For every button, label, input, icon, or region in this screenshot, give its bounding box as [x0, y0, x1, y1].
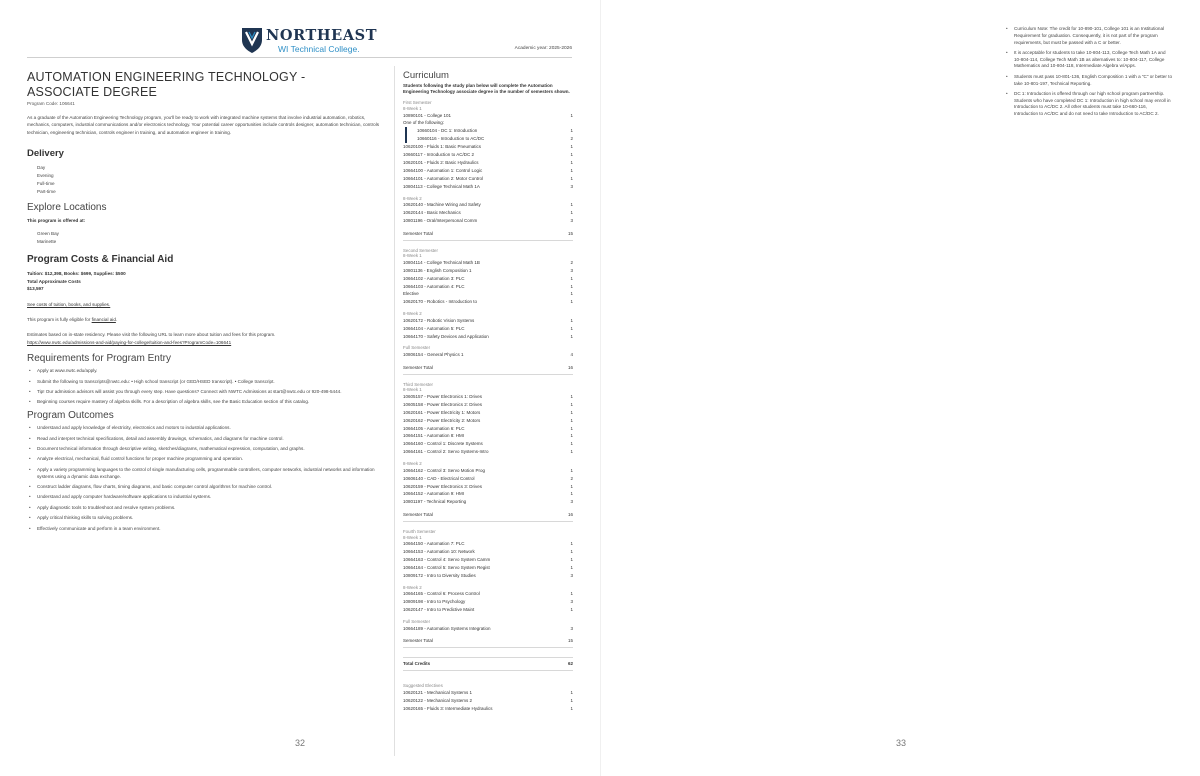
- location-item: Green Bay: [37, 230, 59, 236]
- term-label: 8-Week 2: [403, 195, 422, 201]
- requirements-heading: Requirements for Program Entry: [27, 353, 171, 365]
- outcome-item: • Document technical information through descriptive writing, sketches/diagrams, mathematical expression, computation, and graphs.: [27, 446, 383, 453]
- delivery-item: Part-time: [37, 188, 56, 194]
- costs-heading: Program Costs & Financial Aid: [27, 254, 174, 266]
- course-row: 10606140 - CAD - Electrical Control 2: [403, 475, 573, 481]
- requirements-list: [27, 368, 383, 406]
- curriculum-note: • Curriculum Note: The credit for 10-890-101, College 101 is an Institutional Requirement for graduation. Consequently, it is not part of the program requirements, but must be passed with a C or better.: [1006, 26, 1172, 46]
- requirement-item: • Tip! Our admission advisors will assist you through every step. Have questions? Connect with NWTC Admissions at start@nwtc.edu or 920-498-5444.: [27, 389, 383, 396]
- course-row: 10664104 - Automation 5: PLC 1: [403, 325, 573, 331]
- course-row: 10620100 - Fluids 1: Basic Pneumatics 1: [403, 144, 573, 150]
- tuition-url-link[interactable]: https://www.nwtc.edu/admissions-and-aid/paying-for-college/tuition-and-fees?ProgramCode=106641: [27, 339, 232, 345]
- header-divider: [27, 57, 572, 58]
- page-number-right: 33: [896, 738, 907, 748]
- course-row: 10806154 - General Physics 1 4: [403, 352, 573, 358]
- course-row: 10620170 - Robotics - Introduction to 1: [403, 299, 573, 305]
- term-label: 8-Week 2: [403, 311, 422, 317]
- outcome-item: • Apply a variety programming languages to the control of single manufacturing cells, programmable controllers, computer networks, industrial networks and information systems using a dynamic data exchange.: [27, 467, 383, 481]
- delivery-item: Full-time: [37, 180, 55, 186]
- course-row: 10664150 - Automation 7: PLC 1: [403, 541, 573, 547]
- delivery-item: Day: [37, 165, 46, 171]
- curriculum-note: • It is acceptable for students to take 10-804-113, College Tech Math 1A and 10-804-114, College Tech Math 1B as alternatives to: 10-804-117, College Mathematics and 10-804-118, Intermediate Algebra w/Apps.: [1006, 50, 1172, 70]
- course-row: 10660116 - Introduction to AC/DC 2: [417, 136, 573, 142]
- semester-total: Semester Total 15: [403, 230, 573, 236]
- course-row: 10890101 - College 101 1: [403, 112, 573, 118]
- delivery-item: Evening: [37, 173, 54, 179]
- curriculum-notes-list: [1006, 26, 1172, 122]
- requirement-item: • Apply at www.nwtc.edu/apply.: [27, 368, 383, 375]
- course-row: 10664103 - Automation 4: PLC 1: [403, 283, 573, 289]
- curriculum-note: • Students must pass 10-801-136, English Composition 1 with a "C" or better to take 10-801-197, Technical Reporting.: [1006, 74, 1172, 88]
- program-description: As a graduate of the Automation Engineering Technology program, you'll be ready to work with integrated machine systems that involve industrial automation, robotics, mechanics, computers, industrial communications and/or electronics technology. Your potential career opportunities include controls designer, automation technician, controls technician, engineering technician, controls engineer in training, and automation engineer in training.: [27, 115, 380, 135]
- course-row: 10664165 - Control 6: Process Control 1: [403, 591, 573, 597]
- course-row: 10620140 - Machine Wiring and Safety 1: [403, 202, 573, 208]
- location-item: Marinette: [37, 238, 57, 244]
- course-row: 10664189 - Automation Systems Integration 3: [403, 625, 573, 631]
- total-costs-value: $13,597: [27, 286, 44, 292]
- total-credits: Total Credits 62: [403, 661, 573, 667]
- college-logo: [240, 26, 378, 60]
- outcomes-heading: Program Outcomes: [27, 410, 114, 422]
- program-code: Program Code: 106641: [27, 101, 75, 106]
- total-costs-label: Total Approximate Costs: [27, 278, 81, 284]
- outcome-item: • Understand and apply computer hardware/software applications to industrial systems.: [27, 494, 383, 501]
- course-row: 10664152 - Automation 9: HMI 1: [403, 491, 573, 497]
- requirement-item: • Beginning courses require mastery of algebra skills. For a description of algebra skills, see the Basic Education section of this catalog.: [27, 399, 383, 406]
- shield-logo-icon: [240, 26, 264, 54]
- course-row: 10801197 - Technical Reporting 3: [403, 499, 573, 505]
- electives-label: Suggested Electives: [403, 683, 443, 689]
- program-title: [27, 70, 383, 100]
- course-row: 10664161 - Control 2: Servo Systems-Intro 1: [403, 449, 573, 455]
- college-brand-name: NORTHEAST: [266, 27, 378, 44]
- semester-label: Third Semester: [403, 381, 434, 387]
- course-row: 10620172 - Robotic Vision Systems 1: [403, 317, 573, 323]
- program-overview-column: [27, 70, 383, 536]
- term-label: Full Semester: [403, 345, 431, 351]
- term-label: 8-Week 1: [403, 387, 422, 393]
- curriculum-intro: Students following the study plan below will complete the Automation Engineering Technology associate degree in the number of semesters shown.: [403, 83, 570, 95]
- outcome-item: • Apply diagnostic tools to troubleshoot and resolve system problems.: [27, 505, 383, 512]
- semester-label: Fourth Semester: [403, 529, 436, 535]
- outcome-item: • Apply critical thinking skills to solving problems.: [27, 515, 383, 522]
- course-option-group: [403, 127, 573, 143]
- course-row: 10660117 - Introduction to AC/DC 2 1: [403, 152, 573, 158]
- course-row: 10801196 - Oral/Interpersonal Comm 3: [403, 217, 573, 223]
- delivery-list: [37, 164, 383, 195]
- course-row: 10664153 - Automation 10: Network 1: [403, 549, 573, 555]
- course-row: 10620122 - Mechanical Systems 2 1: [403, 697, 573, 703]
- term-label: 8-Week 1: [403, 534, 422, 540]
- course-row: 10660104 - DC 1: Introduction 1: [417, 128, 573, 134]
- course-row: 10664164 - Control 5: Servo System Regist 1: [403, 564, 573, 570]
- curriculum-column: [403, 70, 573, 713]
- course-row: 10664102 - Automation 3: PLC 1: [403, 275, 573, 281]
- course-row: 10664160 - Control 1: Discrete Systems 1: [403, 441, 573, 447]
- course-row: 10620165 - Fluids 3: Intermediate Hydraulics 1: [403, 705, 573, 711]
- term-label: 8-Week 2: [403, 584, 422, 590]
- course-row: 10620101 - Fluids 2: Basic Hydraulics 1: [403, 159, 573, 165]
- outcome-item: • Understand and apply knowledge of electricity, electronics and motors to industrial applications.: [27, 425, 383, 432]
- course-row: 10801136 - English Composition 1 3: [403, 267, 573, 273]
- column-divider: [394, 66, 395, 756]
- course-row: Elective 1: [403, 291, 573, 297]
- financial-aid-link[interactable]: financial aid: [91, 317, 116, 323]
- course-row: 10664163 - Control 4: Servo System Camm 1: [403, 557, 573, 563]
- academic-year: Academic year: 2025-2026: [514, 46, 572, 51]
- course-row: 10809198 - Intro to Psychology 3: [403, 599, 573, 605]
- course-row: 10664170 - Safety Devices and Application 1: [403, 333, 573, 339]
- locations-heading: Explore Locations: [27, 202, 107, 214]
- course-row: 10804114 - College Technical Math 1B 2: [403, 259, 573, 265]
- college-brand-subtitle: WI Technical College.: [278, 44, 360, 54]
- course-row: 10620144 - Basic Mechanics 1: [403, 209, 573, 215]
- course-row: 10605158 - Power Electronics 2: Drives 1: [403, 401, 573, 407]
- outcome-item: • Analyze electrical, mechanical, fluid control functions for proper machine programming and operation.: [27, 456, 383, 463]
- outcome-item: • Read and interpret technical specifications, detail and assembly drawings, schematics, and diagrams for machine control.: [27, 436, 383, 443]
- course-row: 10809172 - Intro to Diversity Studies 3: [403, 572, 573, 578]
- semester-total: Semester Total 16: [403, 512, 573, 518]
- course-row: 10620162 - Power Electricity 2: Motors 1: [403, 417, 573, 423]
- program-title-line-1: AUTOMATION ENGINEERING TECHNOLOGY -: [27, 70, 306, 84]
- outcome-item: • Construct ladder diagrams, flow charts, timing diagrams, and basic computer control algorithms for machine control.: [27, 484, 383, 491]
- course-row: 10664105 - Automation 6: PLC 1: [403, 425, 573, 431]
- term-label: 8-Week 1: [403, 253, 422, 259]
- delivery-heading: Delivery: [27, 148, 64, 160]
- locations-list: [37, 230, 383, 246]
- course-row: 10620161 - Power Electricity 1: Motors 1: [403, 409, 573, 415]
- course-row: 10620147 - Intro to Predictive Maint 1: [403, 607, 573, 613]
- page-number-left: 32: [295, 738, 306, 748]
- course-row: 10804113 - College Technical Math 1A 3: [403, 183, 573, 189]
- course-row: 10664101 - Automation 2: Motor Control 1: [403, 175, 573, 181]
- course-row: 10605157 - Power Electronics 1: Drives 1: [403, 394, 573, 400]
- curriculum-heading: Curriculum: [403, 70, 449, 81]
- term-label: 8-Week 1: [403, 106, 422, 111]
- cost-estimates-note: Estimates based on in-state residency. Please visit the following URL to learn more about tuition and fees for this program.: [27, 332, 276, 338]
- semester-total: Semester Total 15: [403, 638, 573, 644]
- course-row: 10620121 - Mechanical Systems 1 1: [403, 689, 573, 695]
- semester-total: Semester Total 16: [403, 364, 573, 370]
- course-row: 10620159 - Power Electronics 3: Drives 1: [403, 483, 573, 489]
- course-row: 10664100 - Automation 1: Control Logic 1: [403, 167, 573, 173]
- locations-offered: This program is offered at:: [27, 218, 86, 224]
- course-row: 10664162 - Control 3: Servo Motion Prog 1: [403, 467, 573, 473]
- program-title-line-2: ASSOCIATE DEGREE: [27, 85, 158, 99]
- course-row: One of the following:: [403, 120, 445, 126]
- curriculum-note: • DC 1: Introduction is offered through our high school program partnership. Students who have completed DC 1: Introduction in high school may enroll in Introduction to AC/DC 2. All other students must take 10-660-116, Introduction to AC/DC and do not need to take Introduction to AC/DC 2.: [1006, 91, 1172, 118]
- see-costs-link[interactable]: See costs of tuition, books, and supplies.: [27, 301, 111, 307]
- tuition-line: Tuition: $12,398, Books: $699, Supplies: $500: [27, 271, 126, 277]
- requirement-item: • Submit the following to transcripts@nwtc.edu: • High school transcript (or GED/HSED transcript). • College transcript.: [27, 379, 383, 386]
- semester-label: First Semester: [403, 100, 432, 106]
- outcome-item: • Effectively communicate and perform in a team environment.: [27, 526, 383, 533]
- outcomes-list: [27, 425, 383, 532]
- term-label: Full Semester: [403, 618, 431, 624]
- term-label: 8-Week 2: [403, 461, 422, 467]
- financial-aid-eligibility: This program is fully eligible for financial aid.: [27, 317, 118, 323]
- course-row: 10664151 - Automation 8: HMI 1: [403, 433, 573, 439]
- semester-label: Second Semester: [403, 247, 438, 253]
